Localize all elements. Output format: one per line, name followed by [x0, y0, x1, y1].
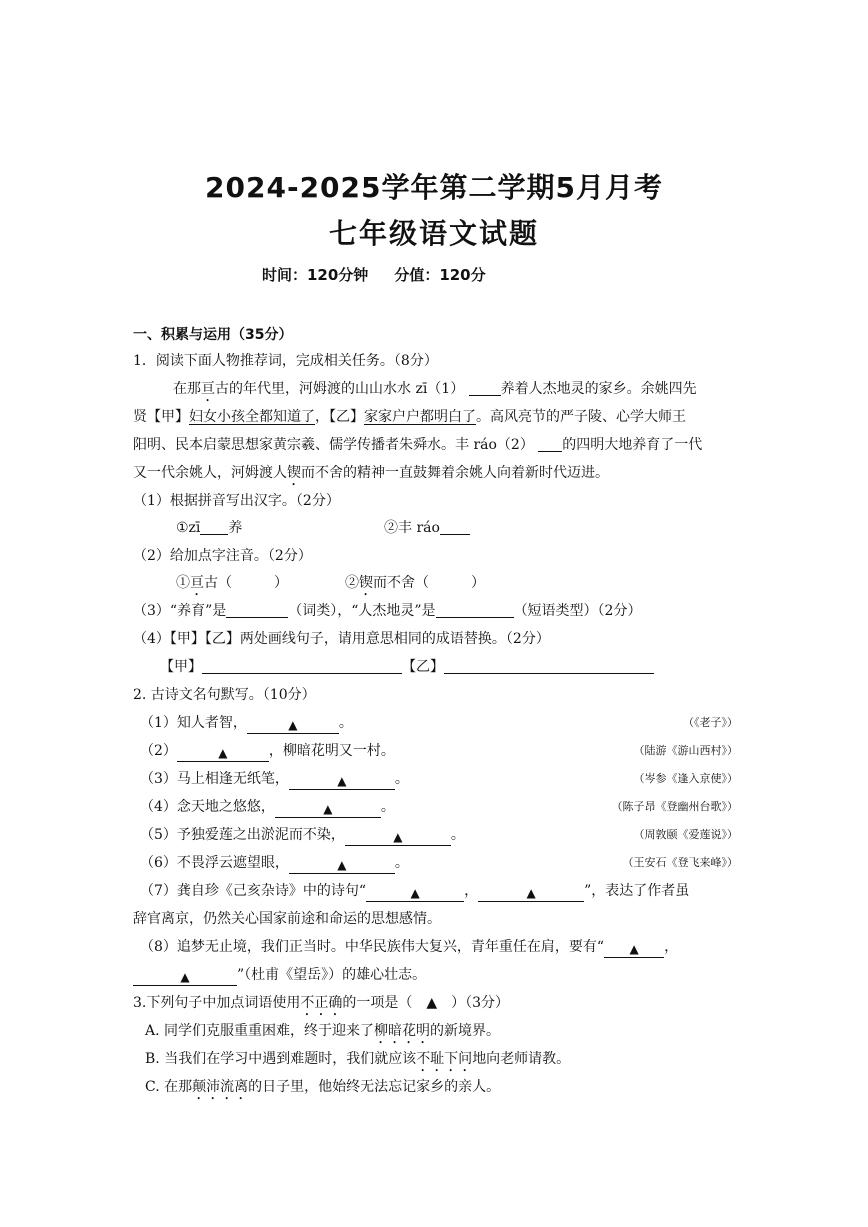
q2-source-4: （陈子昂《登幽州台歌》） — [611, 800, 738, 813]
q1-sub1-a: ①zī 养 — [176, 520, 243, 536]
q2-line-5: （5）予独爱莲之出淤泥而不染， ▲ 。 — [140, 827, 465, 844]
q2-line-7-cont: 辞官离京，仍然关心国家前途和命运的思想感情。 — [133, 911, 441, 927]
q2-line-4: （4）念天地之悠悠， ▲ 。 — [140, 799, 395, 816]
answer-blank[interactable]: ▲ — [366, 886, 464, 902]
answer-blank[interactable]: ▲ — [177, 746, 269, 762]
q1-sub4-answers: 【甲】 【乙】 — [160, 658, 654, 676]
answer-blank[interactable] — [436, 603, 514, 618]
q1-blank-1 — [469, 381, 501, 396]
answer-blank[interactable]: ▲ — [345, 830, 451, 846]
answer-blank[interactable] — [440, 520, 470, 535]
q1-sub2: （2）给加点字注音。（2分） — [133, 548, 312, 564]
answer-blank[interactable]: ▲ — [604, 942, 664, 958]
q2-source-5: （周敦颐《爱莲说》） — [633, 828, 738, 841]
q3-option-a: A. 同学们克服重重困难，终于迎来了柳暗花明的新境界。 — [145, 1023, 501, 1039]
q2-line-1: （1）知人者智， ▲ 。 — [140, 715, 353, 732]
q1-sub2-a: ①亘古（ ） — [176, 575, 288, 591]
q1-sub3: （3）“养育”是 （词类），“人杰地灵”是 （短语类型）（2分） — [133, 603, 642, 619]
q2-line-2: （2） ▲ ，柳暗花明又一村。 — [140, 743, 395, 760]
exam-title-line1: 2024-2025学年第二学期5月月考 — [205, 171, 663, 204]
exam-score: 分值：120分 — [394, 266, 486, 284]
q2-line-7: （7）龚自珍《己亥杂诗》中的诗句“ ▲ ， ▲ ”，表达了作者虽 — [140, 883, 690, 900]
answer-blank[interactable]: ▲ — [275, 802, 381, 818]
exam-meta — [262, 264, 486, 285]
q1-stem: 1．阅读下面人物推荐词，完成相关任务。（8分） — [133, 353, 438, 369]
q2-source-3: （岑参《逢入京使》） — [633, 772, 738, 785]
q2-line-8-cont: ▲ ”（杜甫《望岳》）的雄心壮志。 — [133, 966, 426, 986]
q1-passage-line4: 又一代余姚人，河姆渡人锲而不舍的精神一直鼓舞着余姚人向着新时代迈进。 — [133, 465, 609, 481]
answer-blank[interactable]: ▲ — [289, 858, 395, 874]
answer-blank-yi[interactable] — [444, 659, 654, 674]
section-heading: 一、积累与运用（35分） — [133, 327, 293, 343]
exam-title-line2: 七年级语文试题 — [328, 217, 539, 250]
answer-blank[interactable]: ▲ — [478, 886, 584, 902]
q1-blank-2 — [538, 437, 562, 452]
underlined-sentence-jia: 妇女小孩全都知道了 — [189, 409, 315, 425]
q2-source-2: （陆游《游山西村》） — [633, 744, 738, 757]
q1-passage-line1: 在那亘古的年代里，河姆渡的山山水水 zī（1） 养着人杰地灵的家乡。余姚四先 — [173, 381, 697, 397]
answer-blank-jia[interactable] — [202, 659, 402, 674]
answer-mark[interactable]: ▲ — [426, 995, 438, 1011]
answer-blank[interactable] — [226, 603, 288, 618]
q2-line-6: （6）不畏浮云遮望眼， ▲ 。 — [140, 855, 409, 872]
q2-source-6: （王安石《登飞来峰》） — [622, 856, 738, 869]
q1-sub1: （1）根据拼音写出汉字。（2分） — [133, 493, 340, 509]
underlined-sentence-yi: 家家户户都明白了 — [364, 409, 476, 425]
q2-line-3: （3）马上相逢无纸笔， ▲ 。 — [140, 771, 409, 788]
q1-passage-line3: 阳明、民本启蒙思想家黄宗羲、儒学传播者朱舜水。丰 ráo（2） 的四明大地养育了一代 — [133, 437, 703, 453]
q2-line-8: （8）追梦无止境，我们正当时。中华民族伟大复兴，青年重任在肩，要有“ ▲ ， — [140, 939, 679, 956]
q1-sub4: （4）【甲】【乙】两处画线句子，请用意思相同的成语替换。（2分） — [133, 631, 550, 647]
q1-sub2-b: ②锲而不舍（ ） — [345, 575, 485, 591]
q2-source-1: （《老子》） — [683, 716, 738, 729]
q3-stem: 3.下列句子中加点词语使用不正确的一项是（ ▲ ）（3分） — [133, 995, 510, 1011]
exam-time: 时间：120分钟 — [262, 266, 369, 284]
answer-blank[interactable]: ▲ — [289, 774, 395, 790]
answer-blank[interactable]: ▲ — [133, 970, 237, 986]
q2-stem: 2. 古诗文名句默写。（10分） — [133, 687, 316, 703]
answer-blank[interactable]: ▲ — [247, 718, 339, 734]
q1-sub1-b: ②丰 ráo — [384, 519, 470, 537]
answer-blank[interactable] — [200, 520, 228, 535]
q3-option-c: C. 在那颠沛流离的日子里，他始终无法忘记家乡的亲人。 — [145, 1079, 501, 1095]
q3-option-b: B. 当我们在学习中遇到难题时，我们就应该不耻下问地向老师请教。 — [145, 1051, 571, 1067]
q1-passage-line2: 贤【甲】妇女小孩全都知道了，【乙】家家户户都明白了。高风亮节的严子陵、心学大师王 — [133, 409, 686, 425]
